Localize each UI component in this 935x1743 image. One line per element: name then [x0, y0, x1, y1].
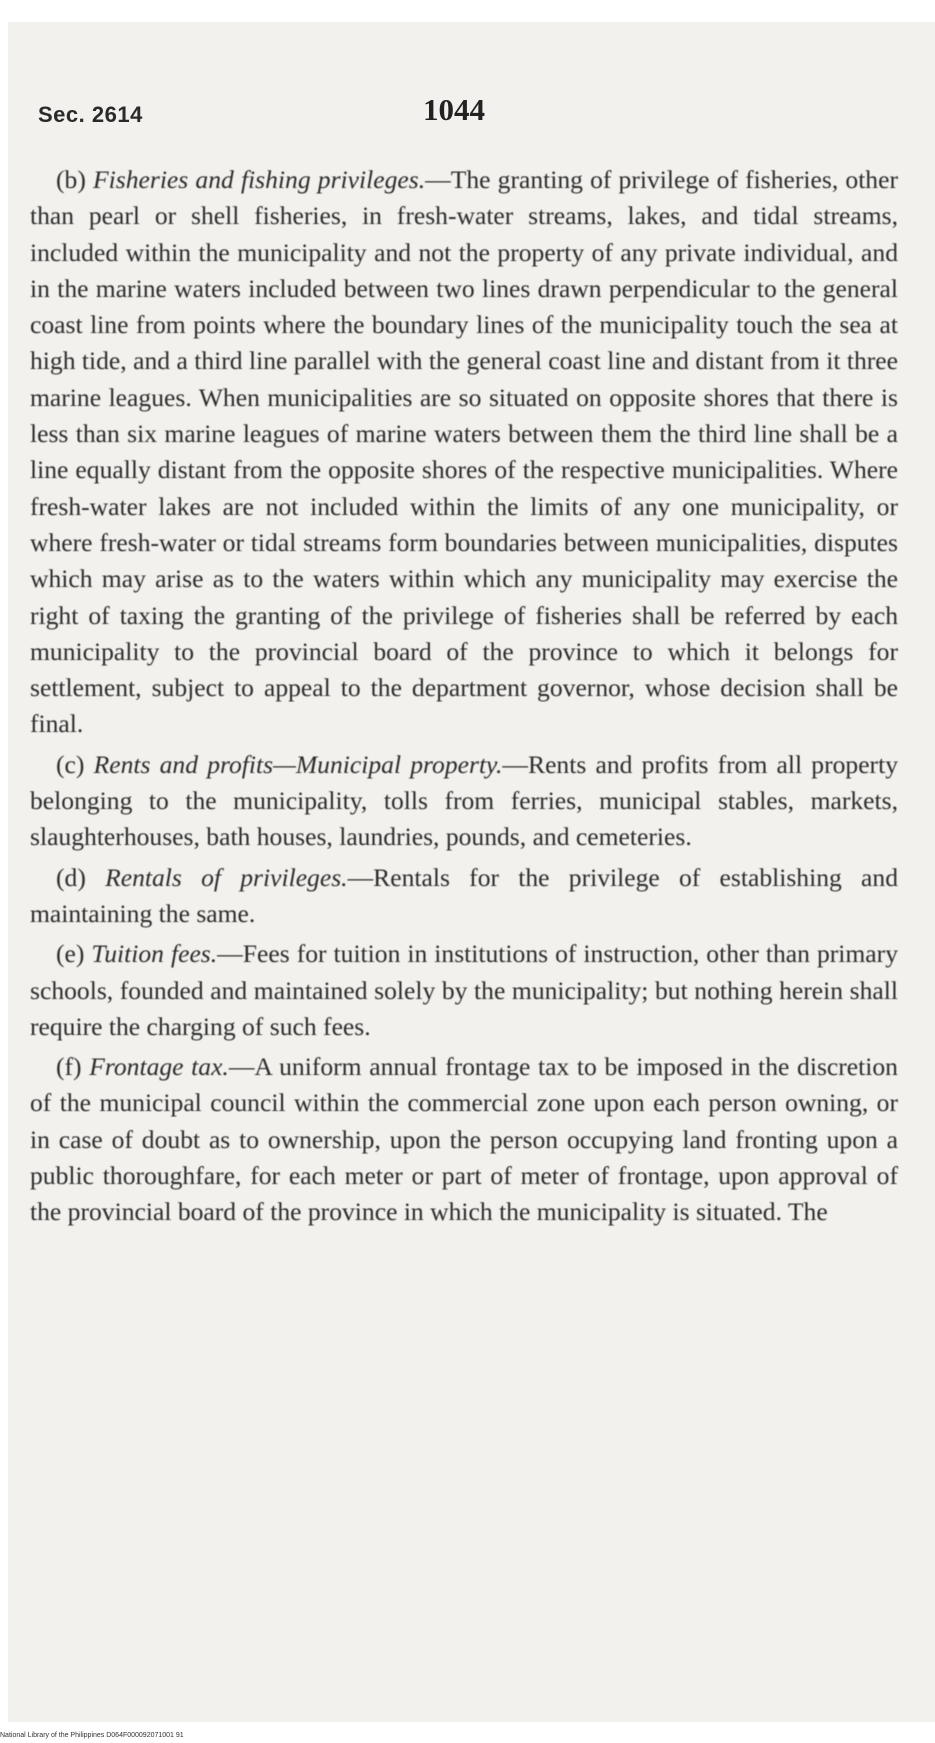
paragraph-label: (d)	[56, 862, 86, 892]
document-page	[8, 22, 935, 1722]
paragraph-frontage	[30, 1049, 898, 1230]
paragraph-title: Rentals of privileges.	[105, 862, 348, 892]
paragraph-fisheries	[30, 162, 898, 743]
section-label: Sec. 2614	[38, 102, 143, 127]
paragraph-rents-profits	[30, 747, 898, 856]
paragraph-title: Rents and profits—Municipal property.	[93, 749, 503, 779]
footer-credit: National Library of the Philippines D064F000092071001 91	[0, 1732, 184, 1739]
paragraph-label: (b)	[56, 165, 86, 194]
paragraph-label: (e)	[56, 939, 85, 969]
paragraph-tuition	[30, 936, 898, 1045]
paragraph-body: —The granting of privilege of fisheries, other than pearl or shell fisheries, in fresh-water streams, lakes, and tidal streams, included within the municipality and not the property of any private individual, and in the marine waters included between two lines drawn perpendicular to the general coast line from points where the boundary lines of the municipality touch the sea at high tide, and a third line parallel with the general coast line and distant from it three marine leagues. When municipalities are so situated on opposite shores that there is less than six marine leagues of marine waters between them the third line shall be a line equally distant from the opposite shores of the respective municipalities. Where fresh-water lakes are not included within the limits of any one municipality, or where fresh-water or tidal streams form boundaries between municipalities, disputes which may arise as to the waters within which any municipality may exercise the right of taxing the granting of the privilege of fisheries shall be referred by each municipality to the provincial board of the province to which it belongs for settlement, subject to appeal to the department governor, whose decision shall be final.	[30, 165, 898, 739]
paragraph-label: (f)	[56, 1052, 82, 1082]
paragraph-label: (c)	[56, 749, 85, 779]
paragraph-title: Tuition fees.	[91, 939, 218, 969]
page-header	[38, 82, 898, 142]
paragraph-title: Frontage tax.	[89, 1052, 229, 1082]
paragraph-title: Fisheries and fishing privileges.	[93, 165, 426, 194]
text-body	[30, 162, 898, 1235]
paragraph-body: —Rents and profits from all property belonging to the municipality, tolls from ferries, municipal stables, markets, slaughterhouses, bath houses, laundries, pounds, and cemeteries.	[30, 749, 898, 852]
paragraph-body: —Rentals for the privilege of establishing and maintaining the same.	[30, 862, 898, 928]
paragraph-rentals	[30, 860, 898, 933]
page-number: 1044	[423, 92, 485, 127]
paragraph-body: —A uniform annual frontage tax to be imposed in the discretion of the municipal council within the commercial zone upon each person owning, or in case of doubt as to ownership, upon the person occupying land fronting upon a public thoroughfare, for each meter or part of meter of frontage, upon approval of the provincial board of the province in which the municipality is situated. The	[30, 1052, 898, 1227]
paragraph-body: —Fees for tuition in institutions of instruction, other than primary schools, founded and maintained solely by the municipality; but nothing herein shall require the charging of such fees.	[30, 939, 898, 1041]
